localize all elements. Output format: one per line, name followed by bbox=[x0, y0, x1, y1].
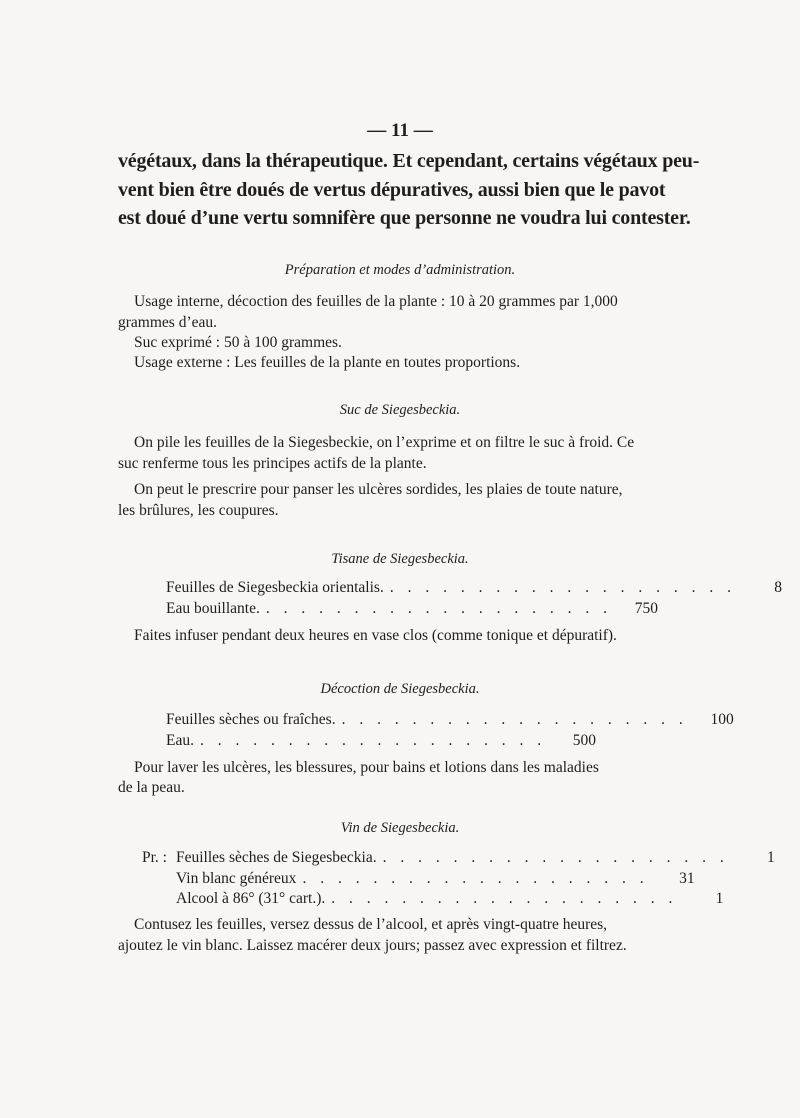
decoction-instruction-line-2: de la peau. bbox=[118, 779, 185, 796]
suc-paragraph-1-line-1: On pile les feuilles de la Siegesbeckie, on l’exprime et on filtre le suc à froid. Ce bbox=[134, 434, 635, 451]
suc-paragraph-2-line-2: les brûlures, les coupures. bbox=[118, 502, 279, 519]
tisane-instruction: Faites infuser pendant deux heures en vase clos (comme tonique et dépuratif). bbox=[134, 627, 617, 644]
ingredient-quantity: 1 bbox=[715, 890, 724, 907]
preparation-heading: Préparation et modes d’administration. bbox=[284, 262, 516, 278]
ingredient-label: Feuilles sèches ou fraîches. bbox=[166, 711, 336, 728]
intro-line-3: est doué d’une vertu somnifère que personne ne voudra lui contester. bbox=[118, 207, 691, 229]
suc-exprime-line: Suc exprimé : 50 à 100 grammes. bbox=[134, 334, 342, 351]
vin-instruction-line-2: ajoutez le vin blanc. Laissez macérer deux jours; passez avec expression et filtrez. bbox=[118, 937, 627, 954]
decoction-ingredient-row bbox=[166, 732, 596, 750]
decoction-ingredient-row bbox=[166, 711, 734, 729]
leader-dots: . . . . . . . . . . . . . . . . . . . . bbox=[382, 849, 729, 866]
recipe-prefix: Pr. : bbox=[142, 849, 167, 866]
tisane-ingredient-row bbox=[166, 579, 782, 597]
page-number: — 11 — bbox=[367, 120, 433, 141]
suc-paragraph-1-line-2: suc renferme tous les principes actifs de la plante. bbox=[118, 455, 427, 472]
tisane-ingredient-row bbox=[166, 600, 658, 618]
usage-interne-line-2: grammes d’eau. bbox=[118, 314, 217, 331]
ingredient-label: Eau bouillante. bbox=[166, 600, 260, 617]
vin-ingredient-row bbox=[176, 849, 775, 867]
ingredient-quantity: 500 bbox=[572, 732, 596, 749]
decoction-instruction-line-1: Pour laver les ulcères, les blessures, pour bains et lotions dans les maladies bbox=[134, 759, 599, 776]
ingredient-quantity: 750 bbox=[634, 600, 658, 617]
intro-line-2: vent bien être doués de vertus dépuratives, aussi bien que le pavot bbox=[118, 179, 666, 201]
ingredient-label: Vin blanc généreux bbox=[176, 870, 297, 887]
leader-dots: . . . . . . . . . . . . . . . . . . . . bbox=[341, 711, 688, 728]
leader-dots: . . . . . . . . . . . . . . . . . . . . bbox=[265, 600, 612, 617]
tisane-heading: Tisane de Siegesbeckia. bbox=[331, 551, 469, 567]
usage-externe-line: Usage externe : Les feuilles de la plante en toutes proportions. bbox=[134, 354, 521, 371]
vin-ingredient-row bbox=[176, 870, 695, 888]
decoction-heading: Décoction de Siegesbeckia. bbox=[320, 681, 480, 697]
ingredient-quantity: 100 bbox=[710, 711, 734, 728]
ingredient-label: Feuilles sèches de Siegesbeckia. bbox=[176, 849, 377, 866]
suc-heading: Suc de Siegesbeckia. bbox=[339, 402, 461, 418]
ingredient-label: Feuilles de Siegesbeckia orientalis. bbox=[166, 579, 384, 596]
leader-dots: . . . . . . . . . . . . . . . . . . . . bbox=[389, 579, 736, 596]
vin-heading: Vin de Siegesbeckia. bbox=[340, 820, 460, 836]
suc-paragraph-2-line-1: On peut le prescrire pour panser les ulcères sordides, les plaies de toute nature, bbox=[134, 481, 623, 498]
intro-line-1: végétaux, dans la thérapeutique. Et cependant, certains végétaux peu- bbox=[118, 150, 700, 172]
ingredient-label: Eau. bbox=[166, 732, 194, 749]
vin-ingredient-row bbox=[176, 890, 724, 908]
usage-interne-line-1: Usage interne, décoction des feuilles de la plante : 10 à 20 grammes par 1,000 bbox=[134, 293, 618, 310]
vin-instruction-line-1: Contusez les feuilles, versez dessus de l’alcool, et après vingt-quatre heures, bbox=[134, 916, 608, 933]
ingredient-quantity: 31 bbox=[679, 870, 695, 887]
leader-dots: . . . . . . . . . . . . . . . . . . . . bbox=[302, 870, 649, 887]
ingredient-quantity: 8 bbox=[774, 579, 782, 596]
ingredient-label: Alcool à 86° (31° cart.). bbox=[176, 890, 326, 907]
ingredient-quantity: 1 bbox=[766, 849, 775, 866]
leader-dots: . . . . . . . . . . . . . . . . . . . . bbox=[199, 732, 547, 749]
leader-dots: . . . . . . . . . . . . . . . . . . . . bbox=[331, 890, 678, 907]
